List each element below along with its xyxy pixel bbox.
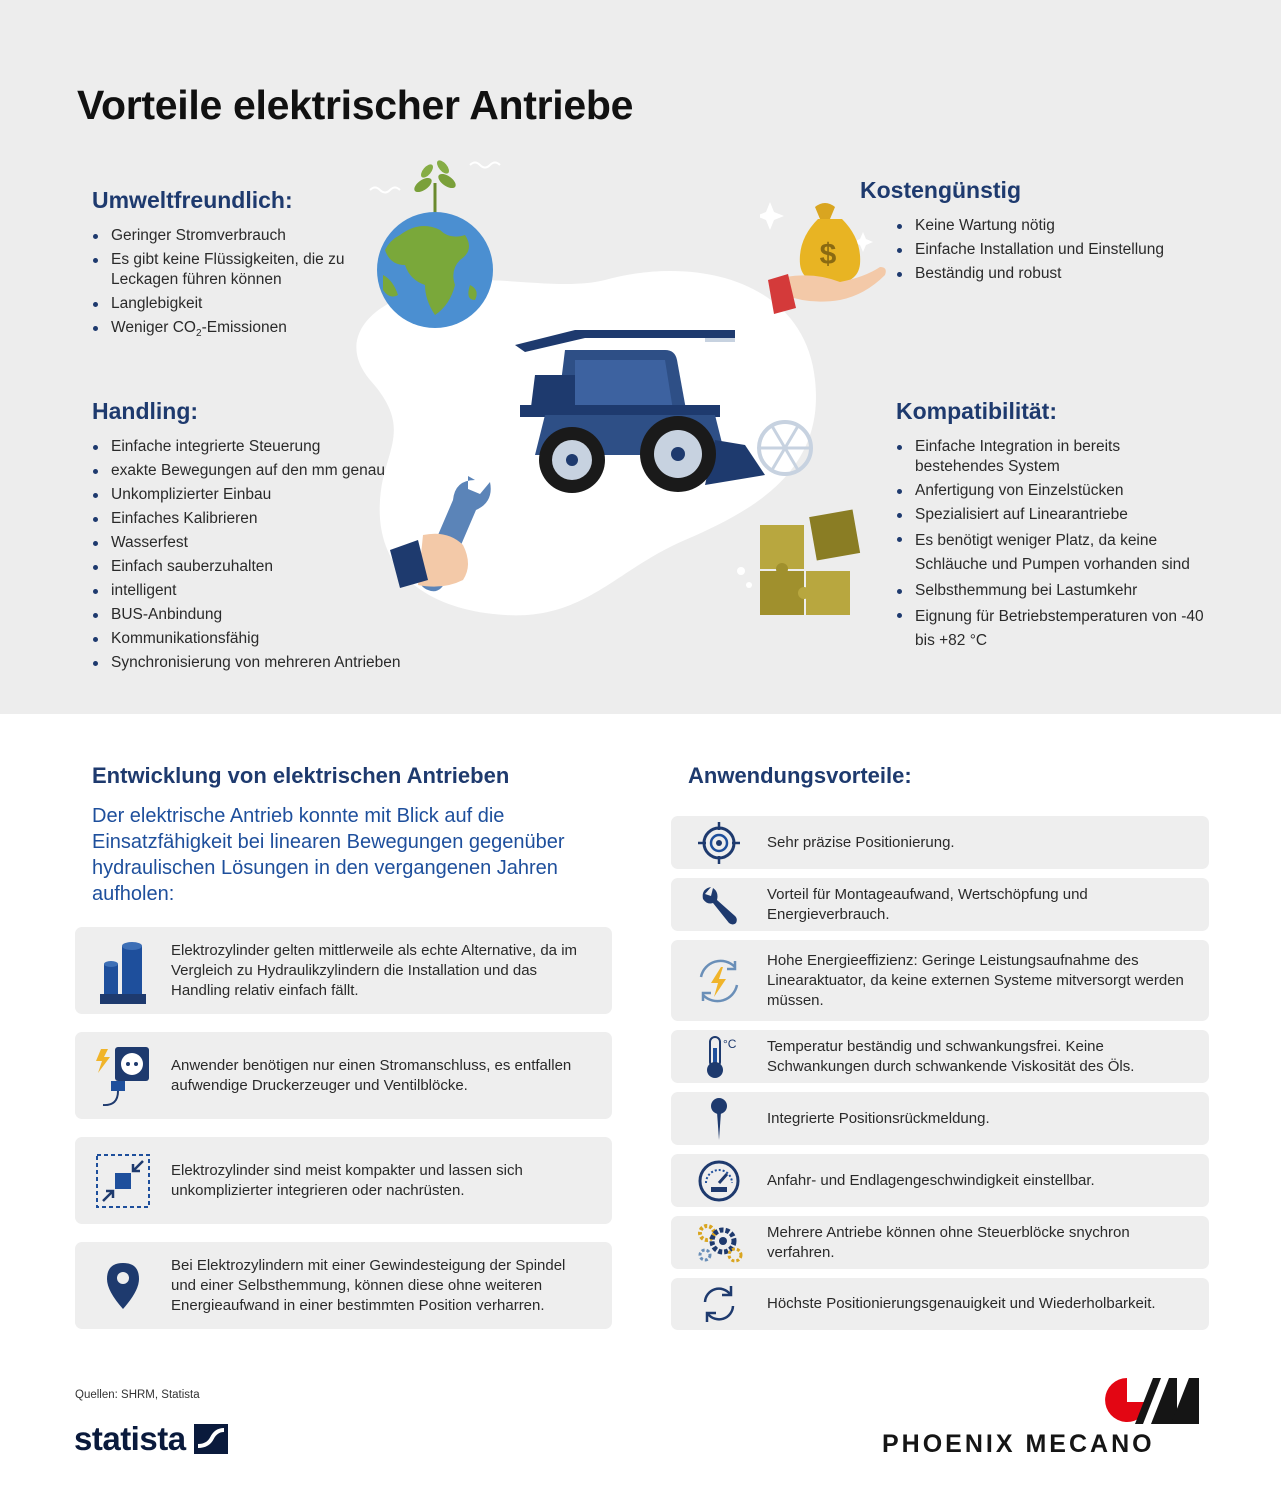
anwendung-card bbox=[671, 1278, 1209, 1330]
power-plug-icon bbox=[75, 1041, 171, 1111]
card-text: Temperatur beständig und schwankungsfrei. Keine Schwankungen durch schwankende Viskosität des Öls. bbox=[767, 1037, 1135, 1075]
entwicklung-card bbox=[75, 927, 612, 1014]
list-item-co2 bbox=[92, 318, 352, 344]
gears-icon bbox=[671, 1221, 767, 1265]
card-text: Mehrere Antriebe können ohne Steuerblöcke snychron verfahren. bbox=[767, 1223, 1130, 1261]
phoenix-mecano-logo bbox=[880, 1376, 1210, 1461]
card-text: Hohe Energieeffizienz: Geringe Leistungsaufnahme des Linearaktuator, da keine externen Systeme mitversorgt werden müssen. bbox=[767, 951, 1184, 1009]
pin-icon bbox=[671, 1096, 767, 1142]
list-item: Eignung für Betriebstemperaturen von -40 bis +82 °C bbox=[896, 605, 1206, 653]
card-text: Elektrozylinder sind meist kompakter und lassen sich unkomplizierter integrieren oder nachrüsten. bbox=[171, 1161, 523, 1199]
anwendung-card bbox=[671, 1216, 1209, 1269]
page-title: Vorteile elektrischer Antriebe bbox=[77, 82, 634, 128]
section-kostenguenstig bbox=[860, 177, 1190, 288]
list-item: Es benötigt weniger Platz, da keine Schläuche und Pumpen vorhanden sind bbox=[896, 529, 1206, 577]
speedometer-icon bbox=[671, 1159, 767, 1203]
co2-prefix: Weniger CO bbox=[111, 319, 196, 336]
svg-text:°C: °C bbox=[723, 1036, 737, 1051]
anwendung-card bbox=[671, 1154, 1209, 1207]
entwicklung-card bbox=[75, 1137, 612, 1224]
card-text: Höchste Positionierungsgenauigkeit und Wiederholbarkeit. bbox=[767, 1295, 1156, 1312]
harvester-icon bbox=[505, 320, 825, 500]
list-item: Wasserfest bbox=[92, 533, 422, 553]
card-text: Anwender benötigen nur einen Stromanschluss, es entfallen aufwendige Druckerzeuger und Ventilblöcke. bbox=[171, 1056, 572, 1094]
phoenix-mecano-wordmark: PHOENIX MECANO bbox=[882, 1430, 1155, 1458]
list-item: Langlebigkeit bbox=[92, 294, 352, 314]
list-item: exakte Bewegungen auf den mm genau bbox=[92, 461, 422, 481]
thermometer-icon bbox=[671, 1034, 767, 1080]
list-item: Synchronisierung von mehreren Antrieben bbox=[92, 653, 422, 673]
anwendung-heading: Anwendungsvorteile: bbox=[688, 763, 912, 788]
section-heading: Kompatibilität: bbox=[896, 398, 1057, 424]
target-icon bbox=[671, 821, 767, 865]
list-item: Einfache integrierte Steuerung bbox=[92, 437, 422, 457]
list-item: BUS-Anbindung bbox=[92, 605, 422, 625]
card-text: Anfahr- und Endlagengeschwindigkeit einstellbar. bbox=[767, 1171, 1095, 1189]
list-item: Einfach sauberzuhalten bbox=[92, 557, 422, 577]
list-item: Es gibt keine Flüssigkeiten, die zu Leckagen führen können bbox=[92, 250, 352, 290]
list-item: Keine Wartung nötig bbox=[896, 216, 1190, 236]
section-handling bbox=[92, 398, 422, 677]
list-item: Geringer Stromverbrauch bbox=[92, 226, 352, 246]
co2-sub: 2 bbox=[196, 328, 202, 340]
list-item: Spezialisiert auf Linearantriebe bbox=[896, 505, 1206, 525]
section-kompatibilitaet bbox=[896, 398, 1206, 657]
sources-note: Quellen: SHRM, Statista bbox=[75, 1389, 200, 1401]
anwendung-card bbox=[671, 1092, 1209, 1145]
list-item: Einfaches Kalibrieren bbox=[92, 509, 422, 529]
svg-text:$: $ bbox=[819, 238, 837, 271]
globe-icon bbox=[365, 155, 505, 335]
phoenix-mecano-mark-icon bbox=[1105, 1376, 1205, 1426]
list-item: Beständig und robust bbox=[896, 264, 1190, 284]
entwicklung-intro: Der elektrische Antrieb konnte mit Blick auf die Einsatzfähigkeit bei linearen Bewegungen gegenüber hydraulischen Lösungen in den vergangenen Jahren aufholen: bbox=[92, 805, 565, 905]
list-item: Selbsthemmung bei Lastumkehr bbox=[896, 581, 1206, 601]
section-umweltfreundlich bbox=[92, 187, 352, 348]
co2-suffix: -Emissionen bbox=[201, 319, 287, 336]
list-item: Anfertigung von Einzelstücken bbox=[896, 481, 1206, 501]
list-item: Einfache Installation und Einstellung bbox=[896, 240, 1190, 260]
anwendung-card bbox=[671, 1030, 1209, 1083]
puzzle-icon bbox=[735, 505, 870, 620]
statista-wordmark: statista bbox=[74, 1420, 186, 1457]
card-text: Elektrozylinder gelten mittlerweile als echte Alternative, da im Vergleich zu Hydraulikzylindern die Installation und das Handling relativ einfach fällt. bbox=[171, 941, 578, 999]
compact-icon bbox=[75, 1153, 171, 1209]
anwendung-card bbox=[671, 816, 1209, 869]
section-heading: Handling: bbox=[92, 398, 199, 424]
anwendung-card bbox=[671, 940, 1209, 1021]
card-text: Bei Elektrozylindern mit einer Gewindesteigung der Spindel und einer Selbsthemmung, können diese ohne weiteren Energieaufwand in einer bestimmten Position verharren. bbox=[171, 1256, 566, 1314]
card-text: Integrierte Positionsrückmeldung. bbox=[767, 1109, 990, 1127]
list-item: Unkomplizierter Einbau bbox=[92, 485, 422, 505]
energy-cycle-icon bbox=[671, 955, 767, 1007]
refresh-icon bbox=[671, 1282, 767, 1326]
card-text: Sehr präzise Positionierung. bbox=[767, 833, 955, 851]
location-pin-icon bbox=[75, 1261, 171, 1311]
wrench-icon bbox=[671, 883, 767, 927]
entwicklung-card bbox=[75, 1032, 612, 1119]
wrench-hand-icon bbox=[385, 470, 515, 620]
section-heading: Kostengünstig bbox=[860, 177, 1021, 203]
anwendung-card bbox=[671, 878, 1209, 931]
list-item: Kommunikationsfähig bbox=[92, 629, 422, 649]
statista-mark-icon bbox=[194, 1424, 228, 1454]
entwicklung-card bbox=[75, 1242, 612, 1329]
list-item: Einfache Integration in bereits bestehendes System bbox=[896, 437, 1206, 477]
statista-logo bbox=[74, 1420, 228, 1458]
entwicklung-heading: Entwicklung von elektrischen Antrieben bbox=[92, 763, 510, 788]
cylinder-icon bbox=[75, 936, 171, 1006]
money-bag-icon bbox=[760, 192, 890, 322]
card-text: Vorteil für Montageaufwand, Wertschöpfung und Energieverbrauch. bbox=[767, 885, 1088, 923]
section-heading: Umweltfreundlich: bbox=[92, 187, 293, 213]
list-item: intelligent bbox=[92, 581, 422, 601]
top-panel bbox=[0, 0, 1281, 714]
